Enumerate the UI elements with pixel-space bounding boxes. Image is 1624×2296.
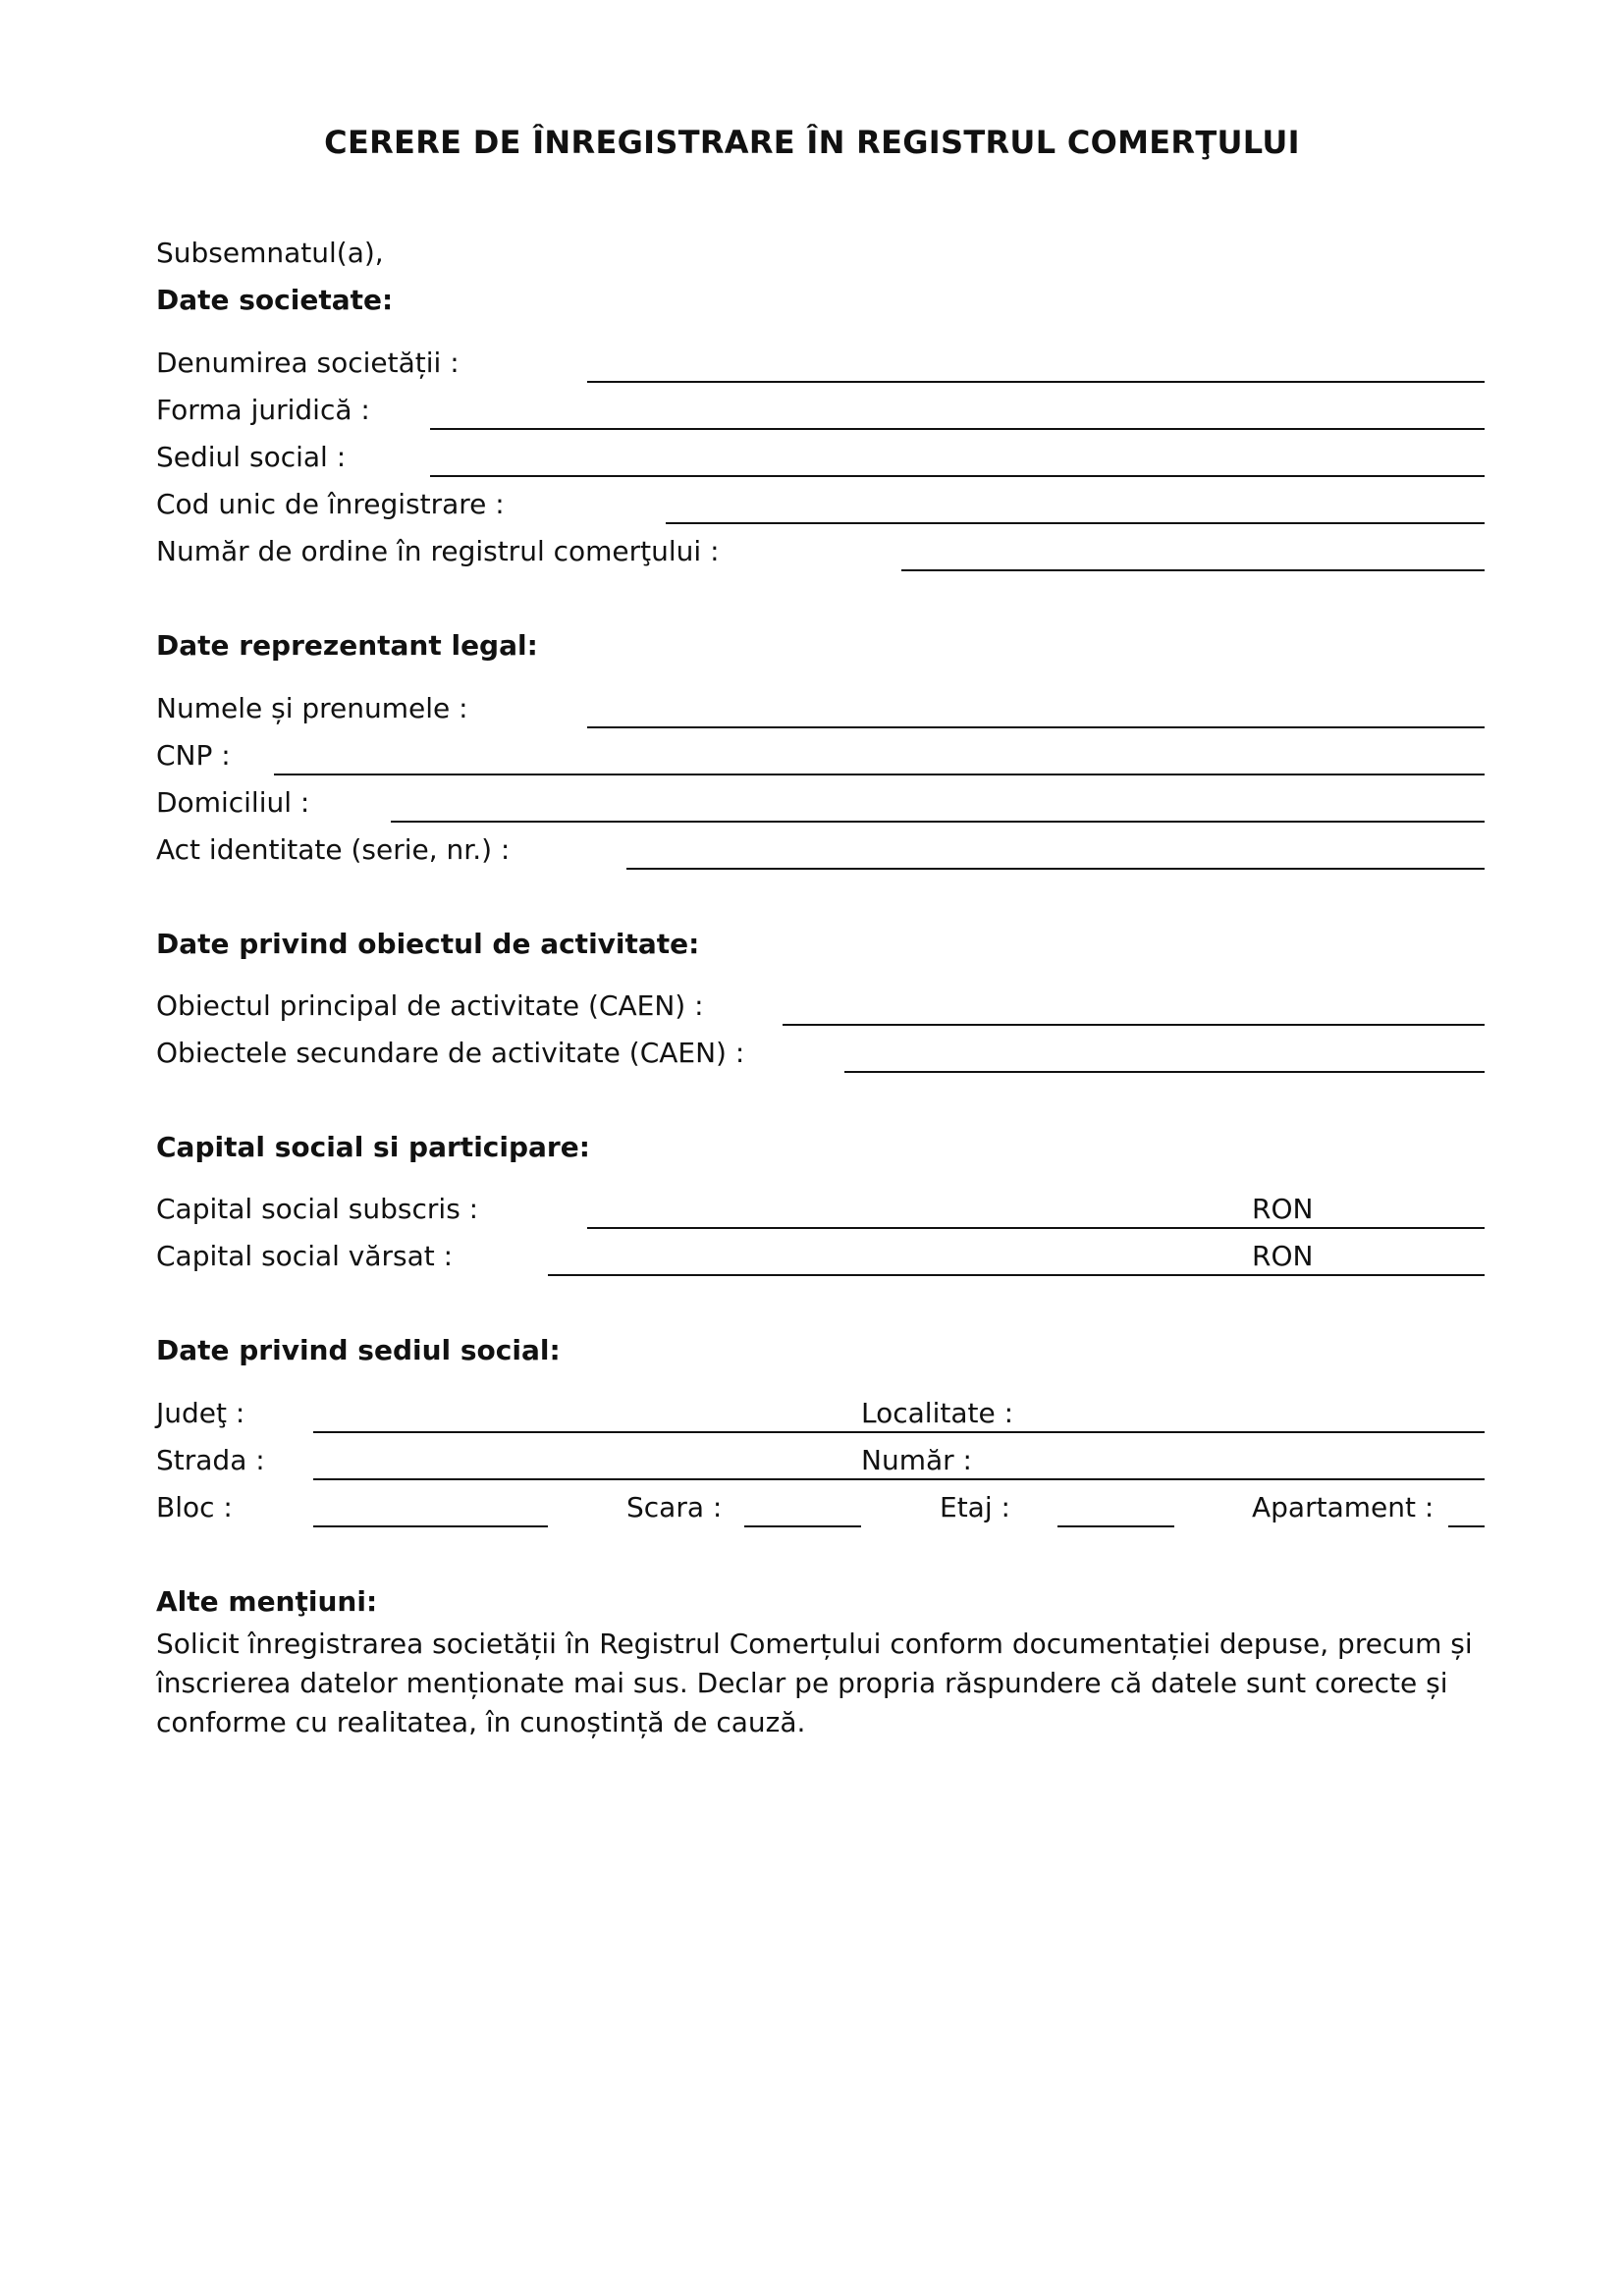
paid-capital-field[interactable] xyxy=(548,1274,1485,1276)
company-name-label: Denumirea societății : xyxy=(156,347,460,379)
representative-heading: Date reprezentant legal: xyxy=(156,629,538,662)
subscribed-capital-field[interactable] xyxy=(587,1227,1485,1229)
other-mentions-heading: Alte menţiuni: xyxy=(156,1585,378,1618)
id-document-label: Act identitate (serie, nr.) : xyxy=(156,833,511,866)
locality-label: Localitate : xyxy=(861,1397,1014,1429)
county-label: Judeţ : xyxy=(156,1397,245,1429)
block-field[interactable] xyxy=(313,1525,548,1527)
secondary-activities-label: Obiectele secundare de activitate (CAEN) : xyxy=(156,1037,745,1069)
subscribed-capital-label: Capital social subscris : xyxy=(156,1193,479,1225)
street-label: Strada : xyxy=(156,1444,265,1476)
block-label: Bloc : xyxy=(156,1491,233,1523)
number-label: Număr : xyxy=(861,1444,972,1476)
full-name-field[interactable] xyxy=(587,726,1485,728)
legal-form-label: Forma juridică : xyxy=(156,394,370,426)
capital-heading: Capital social si participare: xyxy=(156,1131,590,1163)
main-activity-field[interactable] xyxy=(783,1024,1485,1026)
domicile-label: Domiciliul : xyxy=(156,786,310,819)
cnp-field[interactable] xyxy=(274,774,1485,775)
registered-office-field[interactable] xyxy=(430,475,1485,477)
apartment-label: Apartament : xyxy=(1252,1491,1435,1523)
id-document-field[interactable] xyxy=(626,868,1485,870)
paid-capital-label: Capital social vărsat : xyxy=(156,1240,454,1272)
cui-label: Cod unic de înregistrare : xyxy=(156,488,505,520)
staircase-field[interactable] xyxy=(744,1525,861,1527)
declaration-text: Solicit înregistrarea societății în Registrul Comerțului conform documentației depuse, precum și înscrierea datelor menționate mai sus. Declar pe propria răspundere că datele sunt corecte și conforme cu realitatea, în cunoștință de cauză. xyxy=(156,1628,1473,1738)
street-number-field[interactable] xyxy=(313,1478,1485,1480)
subscribed-capital-unit: RON xyxy=(1252,1193,1314,1225)
county-locality-field[interactable] xyxy=(313,1431,1485,1433)
paid-capital-unit: RON xyxy=(1252,1240,1314,1272)
document-title: CERERE DE ÎNREGISTRARE ÎN REGISTRUL COMERŢULUI xyxy=(324,124,1300,161)
registered-office-label: Sediul social : xyxy=(156,441,347,473)
registry-number-field[interactable] xyxy=(901,569,1485,571)
registry-number-label: Număr de ordine în registrul comerţului : xyxy=(156,535,720,567)
floor-label: Etaj : xyxy=(940,1491,1010,1523)
full-name-label: Numele și prenumele : xyxy=(156,692,468,724)
apartment-field[interactable] xyxy=(1448,1525,1485,1527)
secondary-activities-field[interactable] xyxy=(844,1071,1485,1073)
staircase-label: Scara : xyxy=(626,1491,723,1523)
legal-form-field[interactable] xyxy=(430,428,1485,430)
activity-heading: Date privind obiectul de activitate: xyxy=(156,928,700,960)
intro-text: Subsemnatul(a), xyxy=(156,237,384,269)
company-name-field[interactable] xyxy=(587,381,1485,383)
cui-field[interactable] xyxy=(666,522,1485,524)
cnp-label: CNP : xyxy=(156,739,231,772)
floor-field[interactable] xyxy=(1057,1525,1174,1527)
main-activity-label: Obiectul principal de activitate (CAEN) : xyxy=(156,989,704,1022)
domicile-field[interactable] xyxy=(391,821,1485,823)
address-heading: Date privind sediul social: xyxy=(156,1334,561,1366)
company-heading: Date societate: xyxy=(156,284,394,316)
